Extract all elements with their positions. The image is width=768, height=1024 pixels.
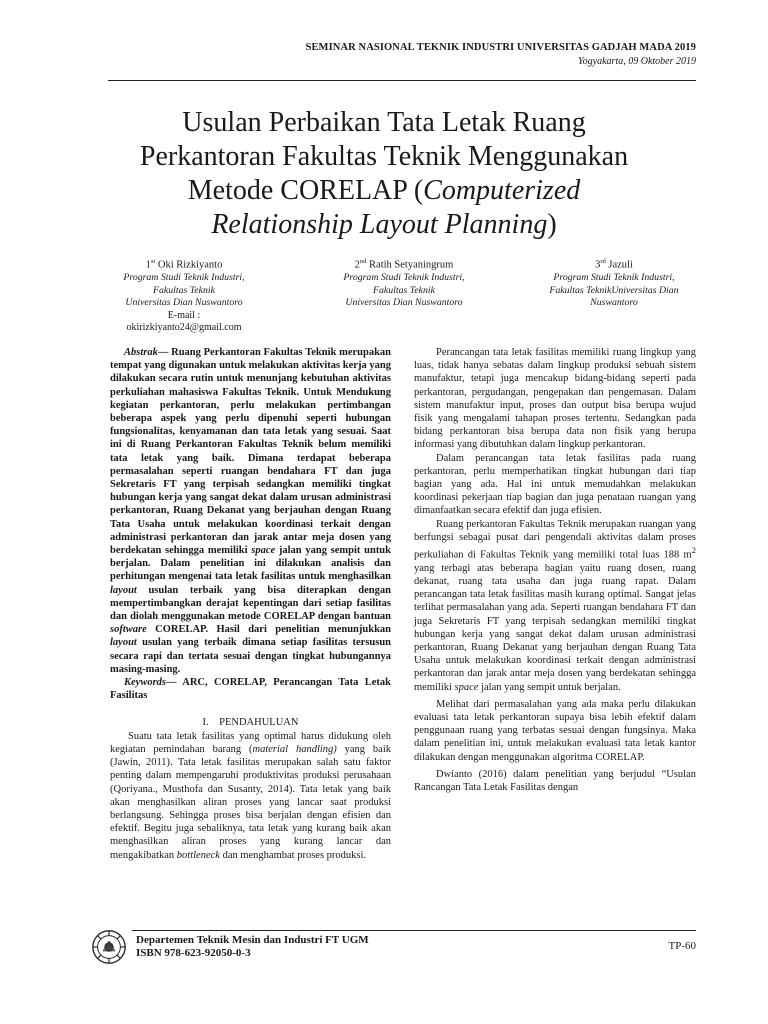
body-text: jalan yang sempit untuk berjalan. xyxy=(478,681,621,693)
footer-department: Departemen Teknik Mesin dan Industri FT UGM xyxy=(136,934,369,946)
author-ordinal-suffix: st xyxy=(150,258,156,265)
abstract-italic: space xyxy=(251,545,276,557)
section-heading: I. PENDAHULUAN xyxy=(202,717,299,729)
abstract-text: usulan yang terbaik dimana setiap fasilitas tersusun secara rapi dan tertata sesuai dengan tingkat hubungannya masing-masing. xyxy=(110,637,391,675)
title-line: Perkantoran Fakultas Teknik Menggunakan xyxy=(139,141,629,172)
abstract-dash: — xyxy=(157,347,172,358)
footer xyxy=(136,934,369,960)
author-affiliation: Program Studi Teknik Industri, xyxy=(343,272,465,283)
author-email[interactable]: okirizkiyanto24@gmail.com xyxy=(126,322,242,333)
author-affiliation: Fakultas Teknik xyxy=(153,284,215,296)
page-number: TP-60 xyxy=(668,940,696,952)
title-line xyxy=(100,174,668,208)
abstract xyxy=(110,346,391,676)
email-label: E-mail : xyxy=(167,309,201,321)
body-paragraph: Perancangan tata letak fasilitas memiliki ruang lingkup yang luas, tidak hanya sebatas dalam lingkup produksi sebuah sistem manufaktur, tetapi juga mencakup bidang-bidang seperti pada perkantoran, pergudangan, pengepakan dan pengemasan. Dalam sistem manufaktur input, proses dan output bisa berupa wujud fisik yang mengalami tahapan proses tertentu. Sedangkan pada bidang perkantoran bisa berupa data non fisik yang berupa informasi yang dibutuhkan dalam lingkup perkantoran. xyxy=(414,347,696,451)
abstract-text: CORELAP. Hasil dari penelitian menunjukkan xyxy=(146,624,391,636)
author-name xyxy=(324,256,484,272)
left-column xyxy=(110,346,391,862)
body-paragraph: Dwianto (2016) dalam penelitian yang berjudul “Usulan Rancangan Tata Letak Fasilitas dengan xyxy=(414,768,696,793)
body-text: Ruang perkantoran Fakultas Teknik merupakan ruangan yang berfungsi sebagai pusat dari pengendali aktivitas dalam proses perkuliahan di Fakultas Teknik yang memiliki total luas 188 m xyxy=(414,518,696,561)
title-line xyxy=(100,208,668,242)
keywords-text: — ARC, CORELAP, Perancangan Tata Letak Fasilitas xyxy=(110,677,391,702)
body-text: yang baik (Jawin, 2011). Tata letak fasilitas merupakan salah satu faktor penting dalam mempengaruhi produktivitas produksi perusahaan (Qoriyana., Musthofa dan Susanty, 2014). Tata letak yang baik akan menghasilkan aliran proses yang lancar saat produksi berlangsung. Sehingga proses bisa berjalan dengan efisien dan efektif. Begitu juga sebaliknya, tata letak yang kurang baik akan menghasilkan aliran proses yang kurang lancar dan mengakibatkan xyxy=(110,743,391,861)
author-affiliation: Universitas Dian Nuswantoro xyxy=(345,297,463,308)
body-text: yang terbagi atas beberapa bagian yaitu ruang dosen, ruang dekanat, ruang tata usaha dan juga ruang rapat. Dalam perancangan tata letak fasilitas masih kurang optimal. Sangat jelas terlihat permasalahan yang ada. Seperti ruangan bendahara FT dan juga Sekretaris FT yang terpisah sedangkan memiliki tingkat hubungan kerja yang sangat dekat dalam urusan administrasi perkantoran, Ruang Dekanat yang berjauhan dengan Ruang Tata Usaha untuk melakukan koordinasi terkait dengan administrasi perkantoran dan jarak antar meja dosen yang berdekatan sehingga memiliki xyxy=(414,562,696,693)
title-italic-text: Computerized xyxy=(423,175,581,206)
paper-title xyxy=(100,106,668,242)
author-affiliation: Program Studi Teknik Industri, xyxy=(123,272,245,283)
title-text: ) xyxy=(547,209,557,240)
title-line: Usulan Perbaikan Tata Letak Ruang xyxy=(182,107,586,138)
university-seal-logo xyxy=(90,928,128,966)
author-ordinal: 3 xyxy=(595,259,601,271)
conference-name: SEMINAR NASIONAL TEKNIK INDUSTRI UNIVERSITAS GADJAH MADA 2019 xyxy=(305,42,696,53)
right-column xyxy=(414,346,696,794)
abstract-italic: layout xyxy=(110,637,137,649)
abstract-text: Ruang Perkantoran Fakultas Teknik merupakan tempat yang digunakan untuk melakukan aktivitas kerja yang dilakukan secara rutin untuk menunjang kebutuhan aktivitas perkuliahan mahasiswa Fakultas Teknik. Untuk Mendukung kegiatan perkantoran, perlu melakukan pertimbangan beberapa aspek yang perlu dipenuhi seperti hubungan fungsionalitas, kenyamanan dan tata letak yang sesuai. Saat ini di Ruang Perkantoran Fakultas Teknik belum memiliki tata letak yang baik. Dimana terdapat beberapa permasalahan seperti ruangan bendahara FT dan juga Sekretaris FT yang terpisah sedangkan memiliki tingkat hubungan kerja yang sangat dekat dalam urusan administrasi perkantoran, Ruang Dekanat yang berjauhan dengan Ruang Tata Usaha untuk melakukan koordinasi terkait dengan administrasi perkantoran dan jarak antar meja dosen yang berdekatan sehingga memiliki xyxy=(110,347,392,557)
author-name xyxy=(104,256,264,272)
author-affiliation: Universitas Dian Nuswantoro xyxy=(125,297,243,308)
author-1 xyxy=(104,256,264,335)
body-paragraph: Dalam perancangan tata letak fasilitas pada ruang perkantoran, perlu memperhatikan tingkat hubungan dari tiap bagian yang ada. Hal ini untuk memudahkan melakukan koordinasi pekerjaan tiap bagian dan juga penataan ruangan yang dimanfaatkan secara efektif dan juga efisien. xyxy=(414,452,696,517)
author-affiliation: Fakultas TeknikUniversitas Dian xyxy=(549,284,679,296)
author-name-text: Ratih Setyaningrum xyxy=(369,259,454,271)
body-italic: bottleneck xyxy=(176,849,220,861)
title-italic-text: Relationship Layout Planning xyxy=(211,209,548,240)
abstract-text: jalan yang sempit untuk berjalan. Dalam penelitian ini dilakukan analisis dan perhitungan mengenai tata letak fasilitas untuk menghasilkan xyxy=(110,545,391,583)
author-ordinal: 1 xyxy=(145,259,151,271)
body-paragraph: Melihat dari permasalahan yang ada maka perlu dilakukan evaluasi tata letak perkantoran supaya bisa lebih efektif dalam penggunaan ruang yang terbatas sesuai dengan fungsinya. Maka dalam penelitian ini, untuk melakukan evaluasi tata letak kantor dilakukan dengan menggunakan algoritma CORELAP. xyxy=(414,698,696,763)
footer-isbn: ISBN 978-623-92050-0-3 xyxy=(136,947,251,959)
header-rule xyxy=(108,80,696,81)
author-3 xyxy=(524,256,704,310)
author-2 xyxy=(324,256,484,310)
conference-date: Yogyakarta, 09 Oktober 2019 xyxy=(578,56,696,67)
abstract-italic: software xyxy=(110,624,147,636)
title-text: Metode CORELAP ( xyxy=(187,175,424,206)
body-paragraph xyxy=(414,518,696,694)
author-affiliation: Nuswantoro xyxy=(590,297,638,308)
author-name xyxy=(524,256,704,272)
footer-rule xyxy=(132,930,696,931)
abstract-italic: layout xyxy=(110,584,137,596)
body-italic: space xyxy=(454,681,479,693)
superscript: 2 xyxy=(691,545,696,556)
author-ordinal: 2 xyxy=(354,259,360,271)
author-affiliation: Program Studi Teknik Industri, xyxy=(553,272,675,283)
body-text: Suatu tata letak fasilitas yang optimal harus didukung oleh kegiatan pemindahan barang ( xyxy=(110,730,391,755)
author-block xyxy=(104,256,704,336)
keywords-label: Keywords xyxy=(124,677,166,689)
keywords xyxy=(110,676,391,702)
author-name-text: Jazuli xyxy=(608,259,633,271)
body-italic: material handling) xyxy=(252,743,337,755)
author-affiliation: Fakultas Teknik xyxy=(373,284,435,296)
author-name-text: Oki Rizkiyanto xyxy=(157,259,223,271)
intro-paragraph xyxy=(110,730,391,862)
abstract-text: usulan terbaik yang bisa diterapkan dengan mempertimbangkan derajat kepentingan dari setiap fasilitas dan diolah menggunakan metode CORELAP dengan bantuan xyxy=(110,584,391,623)
running-header xyxy=(306,42,696,67)
body-text: dan menghambat proses produksi. xyxy=(219,849,367,861)
abstract-label: Abstrak xyxy=(124,347,158,358)
author-ordinal-suffix: nd xyxy=(359,258,367,265)
author-ordinal-suffix: rd xyxy=(600,258,606,265)
